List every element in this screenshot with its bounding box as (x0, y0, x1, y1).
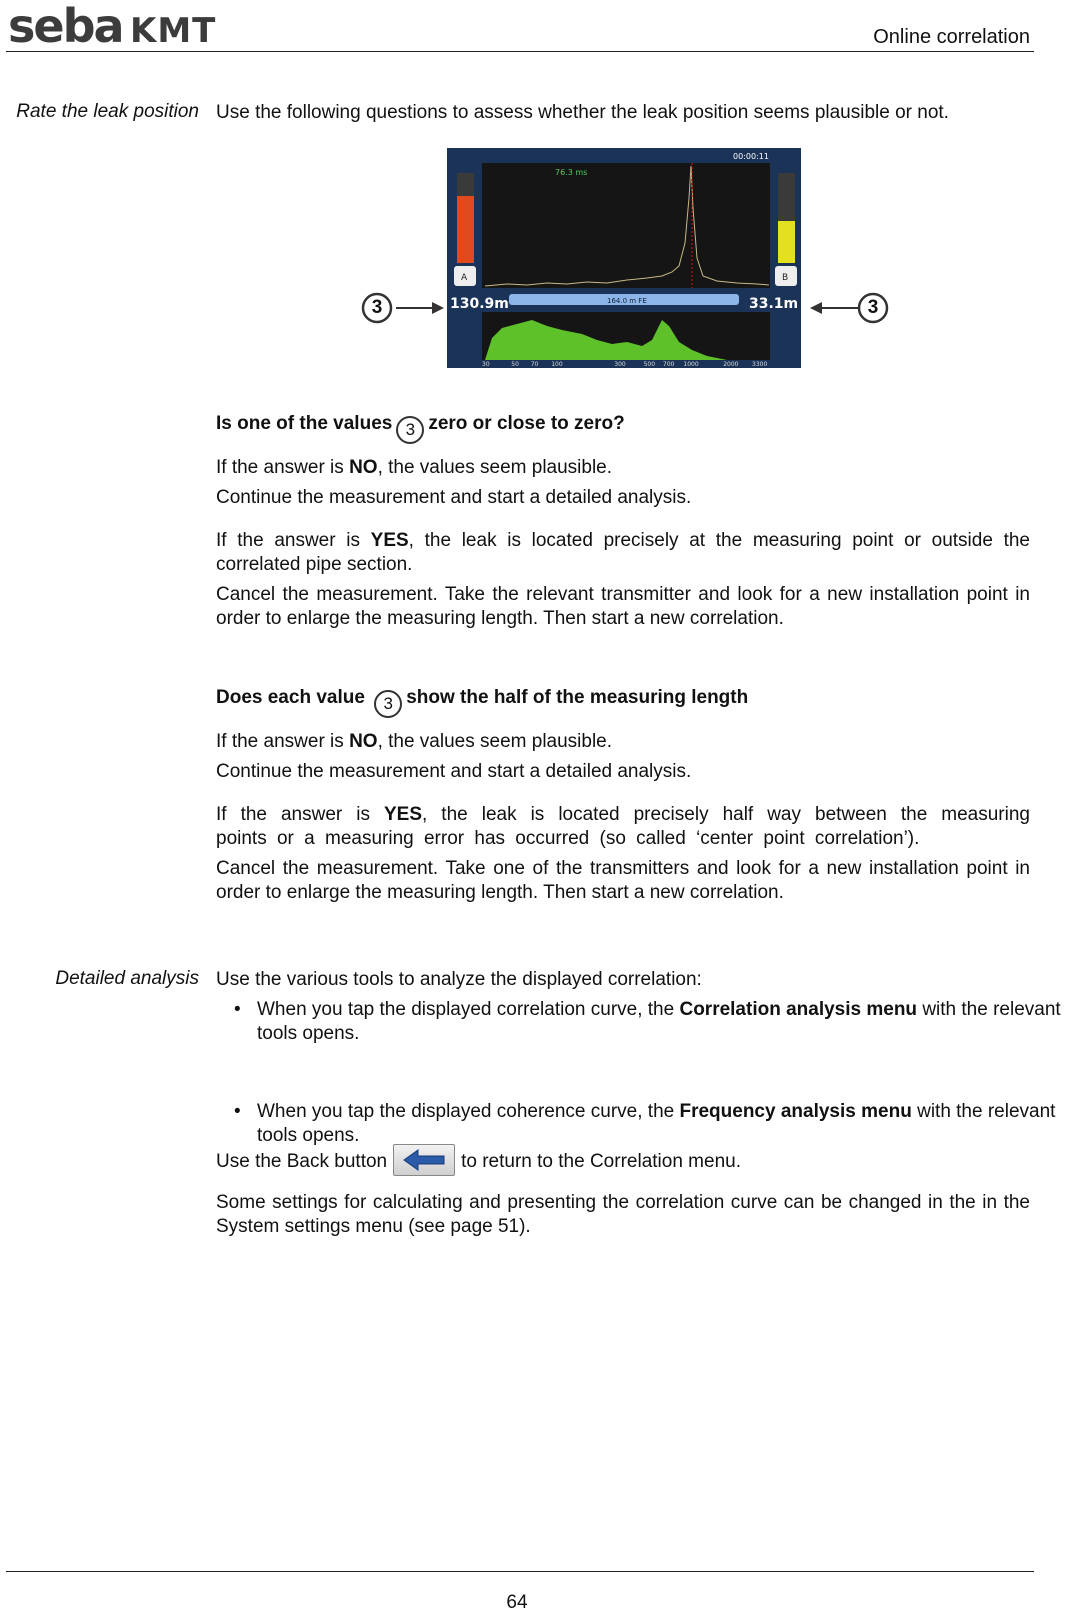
side-label-detailed: Detailed analysis (55, 968, 199, 989)
freq-tick-label: 30 (482, 361, 490, 368)
freq-tick-label: 300 (614, 361, 626, 368)
freq-tick-label: 100 (551, 361, 563, 368)
callout-left-number: 3 (371, 297, 383, 318)
q2-cancel: Cancel the measurement. Take one of the transmitters and look for a new installation point in order to enlarge the measuring length. Then start a new correlation. (216, 858, 1030, 903)
freq-tick-label: 70 (530, 361, 539, 368)
callout-badge: 3 (374, 690, 402, 718)
svg-text:130.9m: 130.9m (450, 296, 509, 312)
footer-divider (6, 1571, 1034, 1572)
rate-intro: Use the following questions to assess whether the leak position seems plausible or not. (216, 102, 949, 123)
q1-yes: If the answer is YES, the leak is located precisely at the measuring point or outside the correlated pipe section. (216, 530, 1030, 575)
correlation-screen (447, 148, 801, 368)
settings-note: Some settings for calculating and presenting the correlation curve can be changed in the in the System settings menu (see page 51). (216, 1192, 1030, 1237)
q1-no: If the answer is NO, the values seem plausible. (216, 457, 613, 478)
header-section-title: Online correlation (873, 26, 1030, 48)
q1-cancel: Cancel the measurement. Take the relevant transmitter and look for a new installation point in order to enlarge the measuring length. Then start a new correlation. (216, 584, 1030, 629)
freq-tick-label: 3300 (752, 361, 768, 368)
svg-text:A: A (461, 273, 468, 283)
bullet-correlation: • When you tap the displayed correlation curve, the Correlation analysis menu with the relevant tools opens. (216, 998, 1071, 1046)
freq-tick-label: 1000 (683, 361, 699, 368)
header-divider (6, 51, 1034, 52)
detailed-intro: Use the various tools to analyze the displayed correlation: (216, 969, 702, 990)
freq-tick-label: 50 (511, 361, 519, 368)
q2-continue: Continue the measurement and start a detailed analysis. (216, 761, 692, 782)
sebakmt-logo (8, 0, 238, 53)
arrow-left-icon (808, 300, 858, 316)
freq-tick-label: 500 (643, 361, 656, 368)
page-number: 64 (506, 1592, 528, 1613)
callout-right-number: 3 (867, 297, 879, 318)
svg-text:B: B (782, 273, 789, 283)
back-arrow-icon (394, 1145, 454, 1175)
q1-continue: Continue the measurement and start a detailed analysis. (216, 487, 692, 508)
back-instruction: Use the Back button to return to the Correlation menu. (216, 1144, 1030, 1176)
svg-text:00:00:11: 00:00:11 (733, 152, 769, 161)
callout-right (857, 292, 889, 324)
svg-text:33.1m: 33.1m (749, 296, 799, 312)
q2-yes: If the answer is YES, the leak is located precisely half way between the measuring points or a measuring error has occurred (so called ‘center point correlation’). (216, 804, 1030, 849)
svg-text:164.0 m FE: 164.0 m FE (607, 297, 647, 305)
bullet-frequency: • When you tap the displayed coherence curve, the Frequency analysis menu with the relevant tools opens. (216, 1100, 1071, 1148)
question-1: Is one of the values 3 zero or close to zero? (216, 412, 1030, 444)
svg-text:seba: seba (8, 0, 123, 53)
callout-left (361, 292, 393, 324)
callout-badge: 3 (396, 416, 424, 444)
freq-tick-label: 2000 (723, 361, 739, 368)
back-button[interactable] (393, 1144, 455, 1176)
svg-text:KMT: KMT (130, 11, 217, 51)
freq-tick-label: 700 (662, 361, 675, 368)
side-label-rate: Rate the leak position (16, 101, 199, 122)
svg-text:76.3 ms: 76.3 ms (555, 168, 588, 177)
arrow-right-icon (396, 300, 446, 316)
q2-no: If the answer is NO, the values seem plausible. (216, 731, 613, 752)
question-2: Does each value 3 show the half of the measuring length (216, 686, 1030, 718)
